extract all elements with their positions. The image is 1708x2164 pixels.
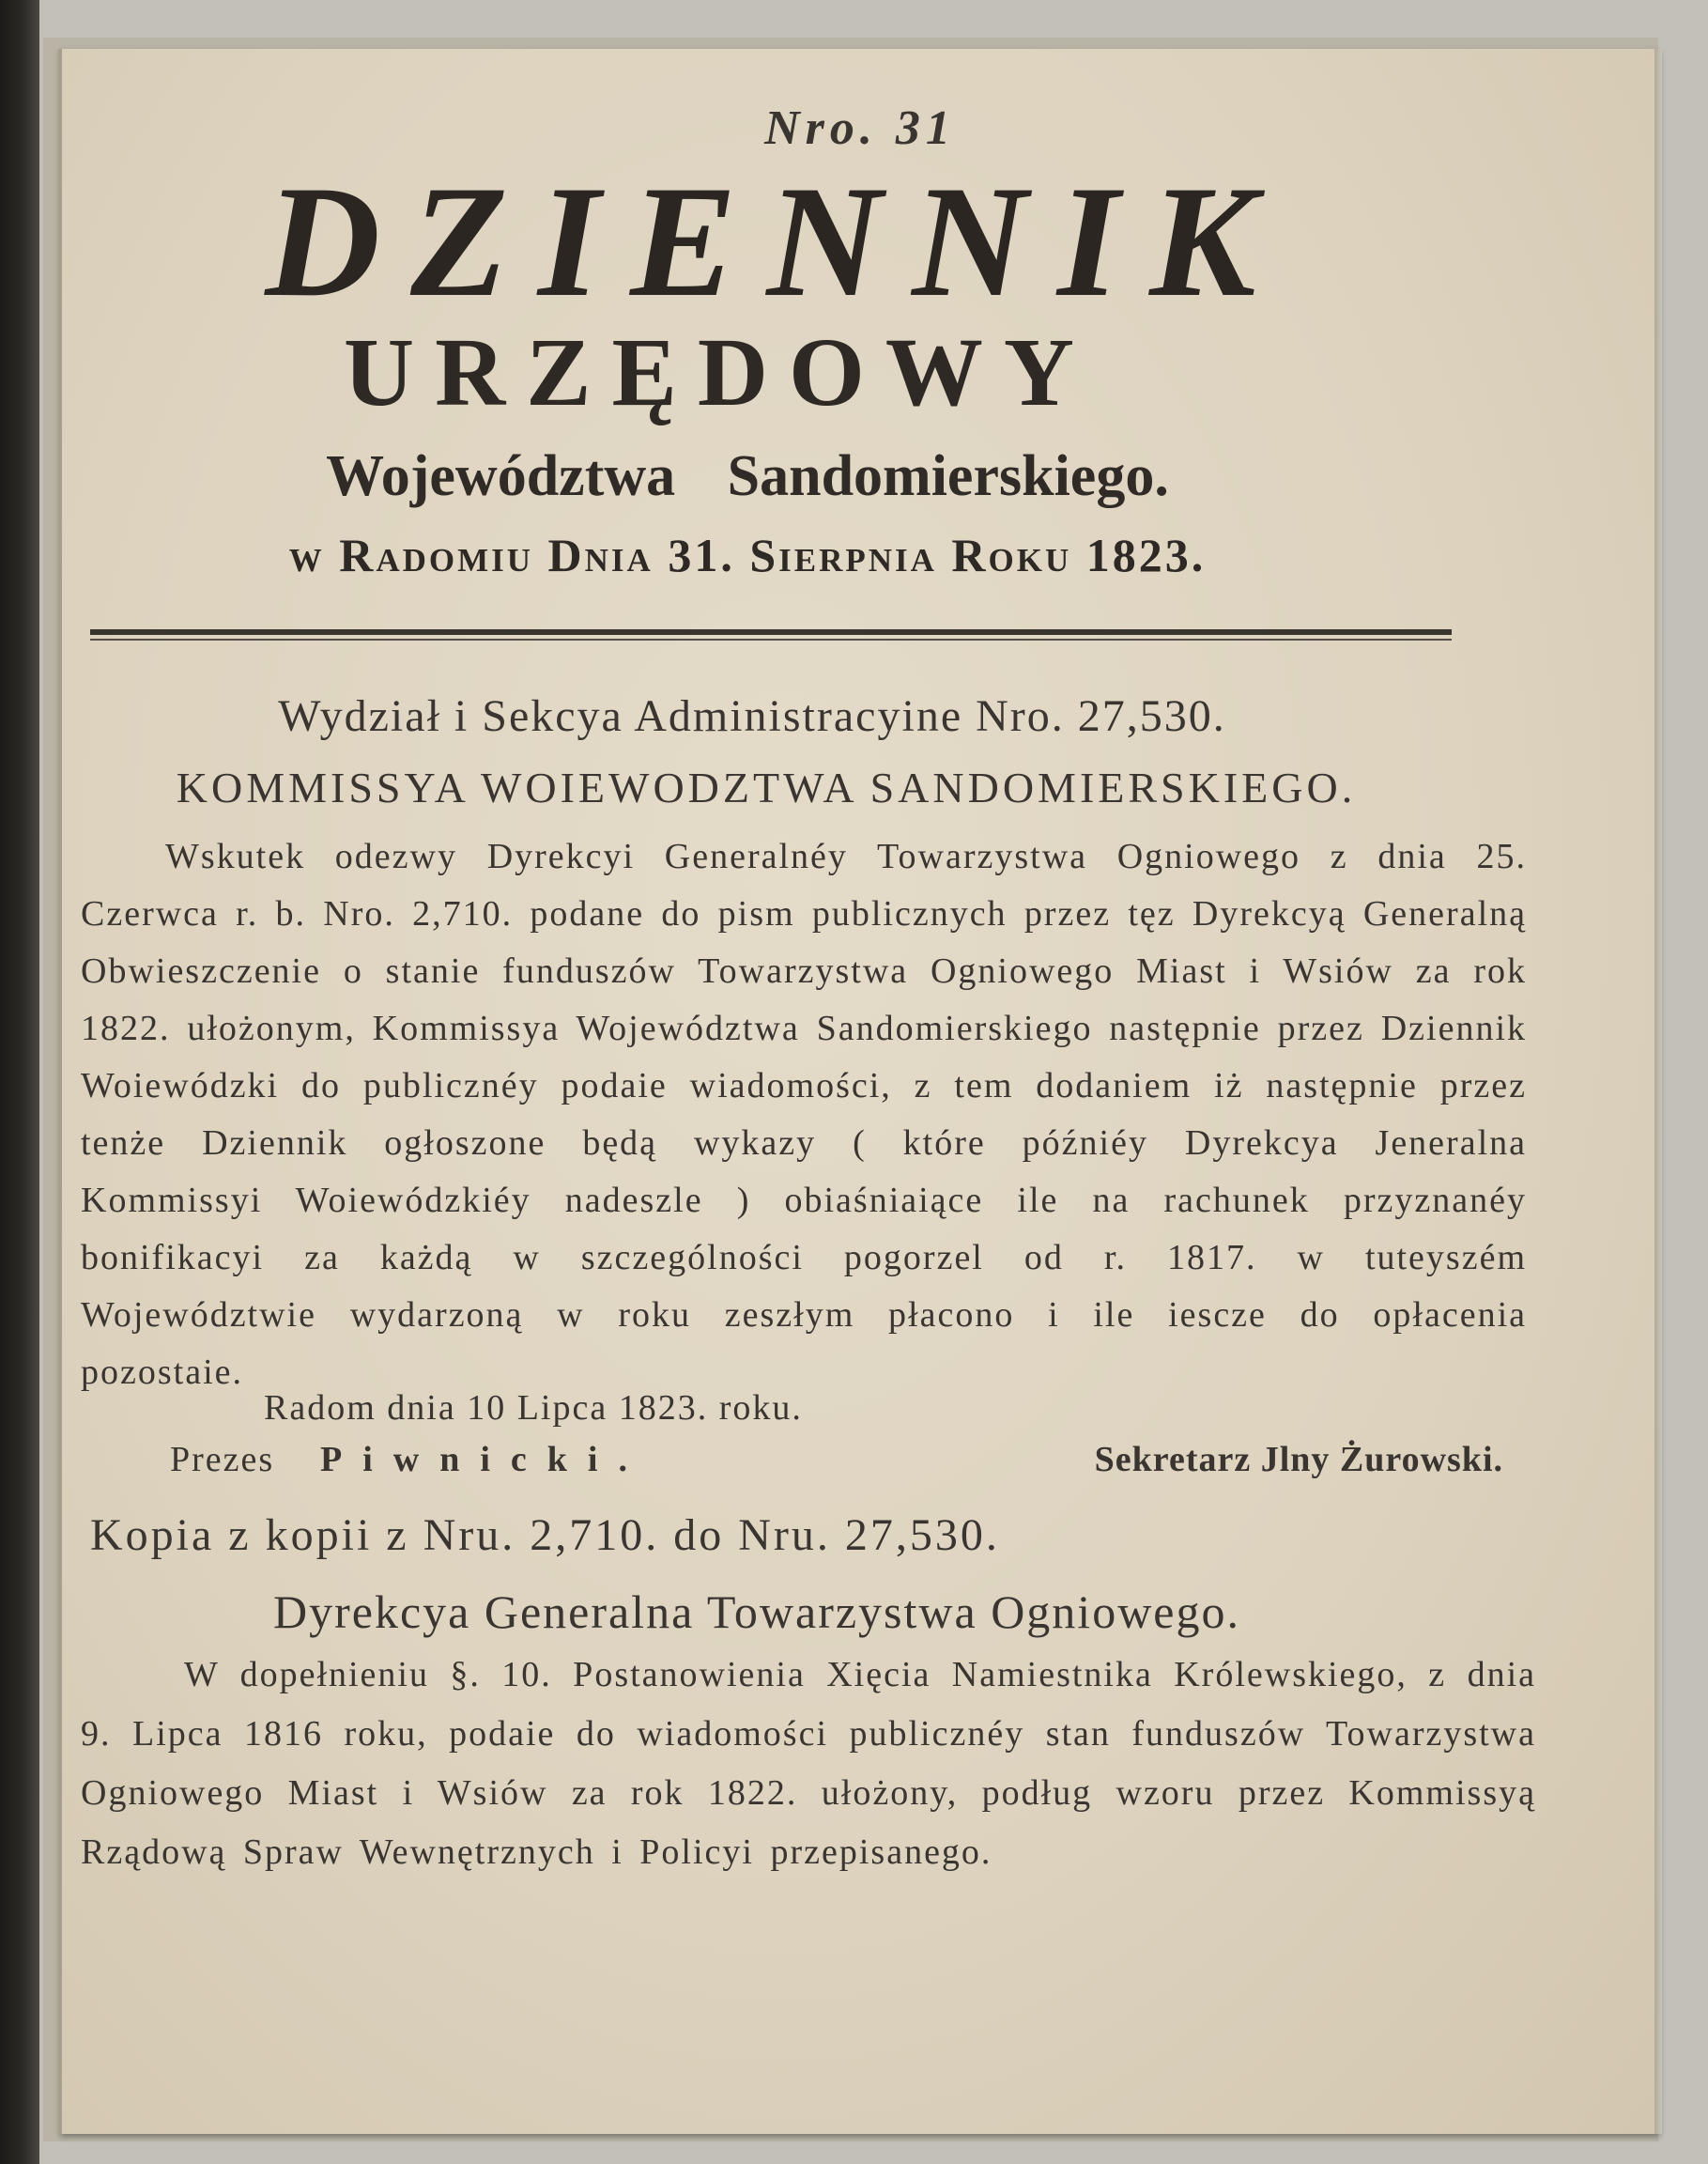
secretary-signature: Sekretarz Jlny Żurowski.: [1094, 1440, 1503, 1479]
directorate-heading: Dyrekcya Generalna Towarzystwa Ogniowego.: [273, 1585, 1240, 1638]
issue-number: Nro. 31: [764, 101, 956, 155]
newspaper-subtitle: URZĘDOWY: [343, 318, 1096, 426]
directorate-body: W dopełnieniu §. 10. Postanowienia Xięcia Namiestnika Królewskiego, z dnia 9. Lipca 1816 roku, podaie do wiadomości publicznéy stan funduszów Towarzystwa Ogniowego Miast i Wsiów za rok 1822. ułożony, podług wzoru przez Kommissyą Rządową Spraw Wewnętrznych i Policyi przepisanego.: [81, 1655, 1536, 1872]
notice-authority: KOMMISSYA WOIEWODZTWA SANDOMIERSKIEGO.: [176, 764, 1357, 812]
header-divider-thin: [90, 639, 1452, 641]
president-name: Piwnicki.: [320, 1440, 648, 1479]
page-edge: [1654, 49, 1662, 2134]
place-date: Radom dnia 10 Lipca 1823. roku.: [264, 1388, 803, 1428]
copy-reference: Kopia z kopii z Nru. 2,710. do Nru. 27,530.: [90, 1510, 1000, 1560]
document-page: [58, 49, 1658, 2134]
voivodeship-heading: Województwa Sandomierskiego.: [326, 444, 1169, 508]
dateline: w Radomiu Dnia 31. Sierpnia Roku 1823.: [288, 529, 1207, 581]
notice-reference: Wydział i Sekcya Administracyine Nro. 27,530.: [278, 691, 1226, 741]
header-divider: [90, 629, 1452, 635]
president-label: Prezes: [170, 1440, 275, 1479]
notice-body: Wskutek odezwy Dyrekcyi Generalnéy Towarzystwa Ogniowego z dnia 25. Czerwca r. b. Nro. 2,710. podane do pism publicznych przez tęz Dyrekcyą Generalną Obwieszczenie o stanie funduszów Towarzystwa Ogniowego Miast i Wsiów za rok 1822. ułożonym, Kommissya Województwa Sandomierskiego następnie przez Dziennik Woiewódzki do publicznéy podaie wiadomości, z tem dodaniem iż następnie przez tenże Dziennik ogłoszone będą wykazy ( które późniéy Dyrekcya Jeneralna Kommissyi Woiewódzkiéy nadeszle ) obiaśniaiące ile na rachunek przyznanéy bonifikacyi za każdą w szczególności pogorzel od r. 1817. w tuteyszém Województwie wydarzoną w roku zeszłym płacono i ile iescze do opłacenia pozostaie.: [81, 837, 1527, 1392]
newspaper-title: DZIENNIK: [265, 153, 1286, 330]
